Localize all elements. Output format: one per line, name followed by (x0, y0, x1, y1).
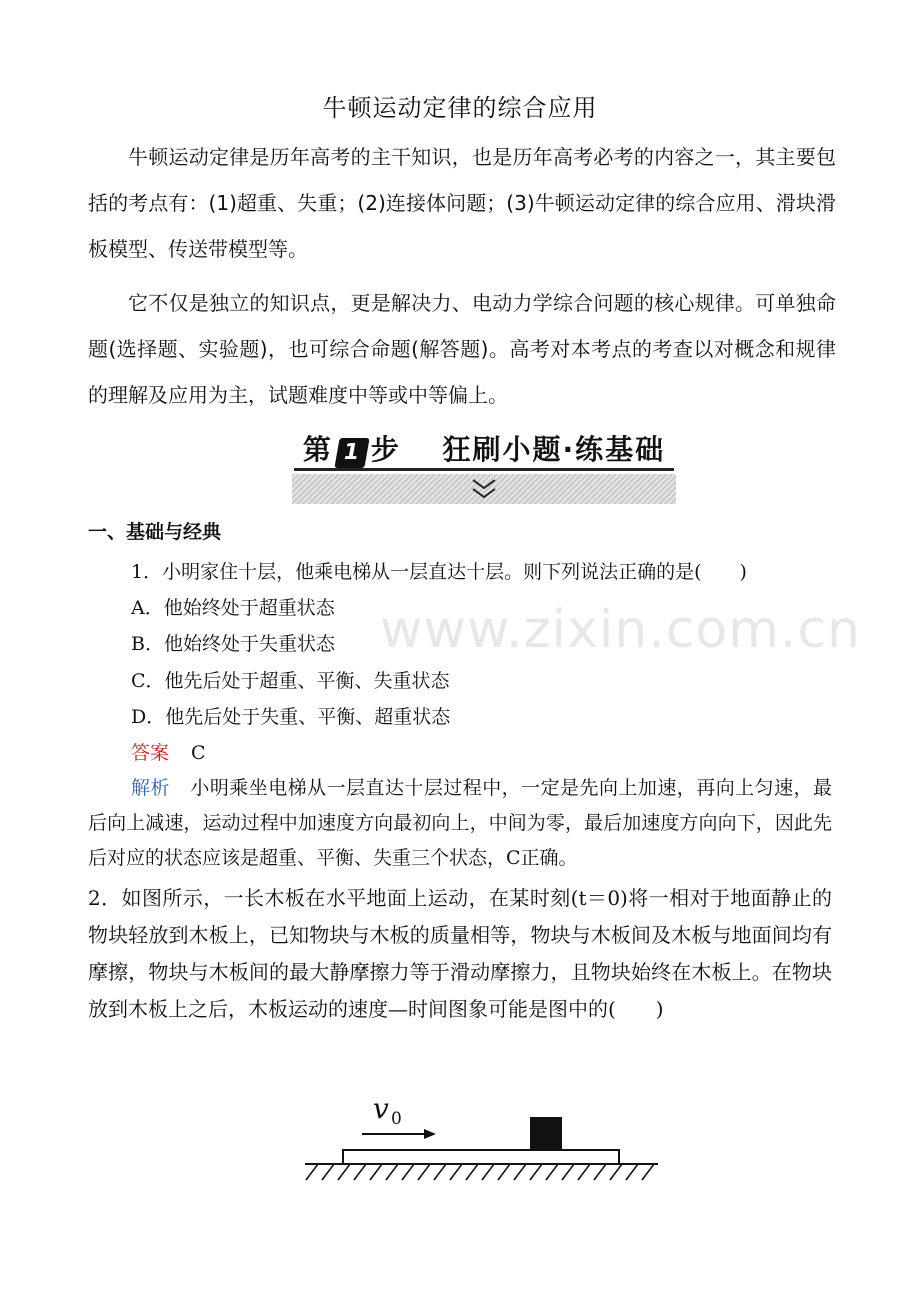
intro-paragraph-1: 牛顿运动定律是历年高考的主干知识，也是历年高考必考的内容之一，其主要包括的考点有：(1)超重、失重；(2)连接体问题；(3)牛顿运动定律的综合应用、滑块滑板模型、传送带模型等。 (88, 145, 836, 261)
banner-suffix: 步 (370, 433, 401, 466)
question-1-option-d: D．他先后处于失重、平衡、超重状态 (131, 706, 451, 728)
velocity-subscript: 0 (391, 1109, 402, 1129)
page-title: 牛顿运动定律的综合应用 (322, 94, 598, 122)
question-1-option-b: B．他始终处于失重状态 (131, 633, 335, 655)
question-1-option-a: A．他始终处于超重状态 (131, 597, 335, 619)
banner-rule (294, 468, 674, 471)
question-1-answer (131, 738, 206, 765)
banner-title (292, 428, 676, 468)
intro-paragraph-2: 它不仅是独立的知识点，更是解决力、电动力学综合问题的核心规律。可单独命题(选择题、实验题)，也可综合命题(解答题)。高考对本考点的考查以对概念和规律的理解及应用为主，试题难度中等或中等偏上。 (88, 291, 836, 407)
banner-subtitle: 狂刷小题·练基础 (442, 433, 666, 466)
step-banner (292, 424, 676, 504)
question-1-stem: 1．小明家住十层，他乘电梯从一层直达十层。则下列说法正确的是( ) (131, 561, 747, 583)
velocity-arrow (362, 1129, 436, 1139)
banner-prefix: 第 (302, 433, 333, 466)
ground-hatching (306, 1164, 654, 1180)
question-1-option-c: C．他先后处于超重、平衡、失重状态 (131, 670, 450, 692)
banner-step-number: 1 (334, 438, 369, 468)
block (530, 1117, 562, 1150)
velocity-label: v (373, 1092, 389, 1125)
analysis-text: 小明乘坐电梯从一层直达十层过程中，一定是先向上加速，再向上匀速，最后向上减速，运动过程中加速度方向最初向上，中间为零，最后加速度方向向下，因此先后对应的状态应该是超重、平衡、失重三个状态，C正确。 (88, 777, 832, 869)
question-2-stem: 2．如图所示，一长木板在水平地面上运动，在某时刻(t＝0)将一相对于地面静止的物块轻放到木板上，已知物块与木板的质量相等，物块与木板间及木板与地面间均有摩擦，物块与木板间的最大静摩擦力等于滑动摩擦力，且物块始终在木板上。在物块放到木板上之后，木板运动的速度—时间图象可能是图中的( ) (88, 886, 832, 1021)
answer-label: 答案 (131, 742, 170, 764)
question-1-analysis (88, 771, 832, 876)
double-chevron-down-icon (470, 476, 498, 502)
plank (343, 1150, 619, 1164)
answer-value: C (191, 742, 206, 764)
plank-block-figure (280, 1080, 680, 1200)
analysis-label: 解析 (131, 777, 170, 799)
watermark: www.zixin.com.cn (380, 600, 861, 660)
section-heading: 一、基础与经典 (88, 521, 222, 543)
